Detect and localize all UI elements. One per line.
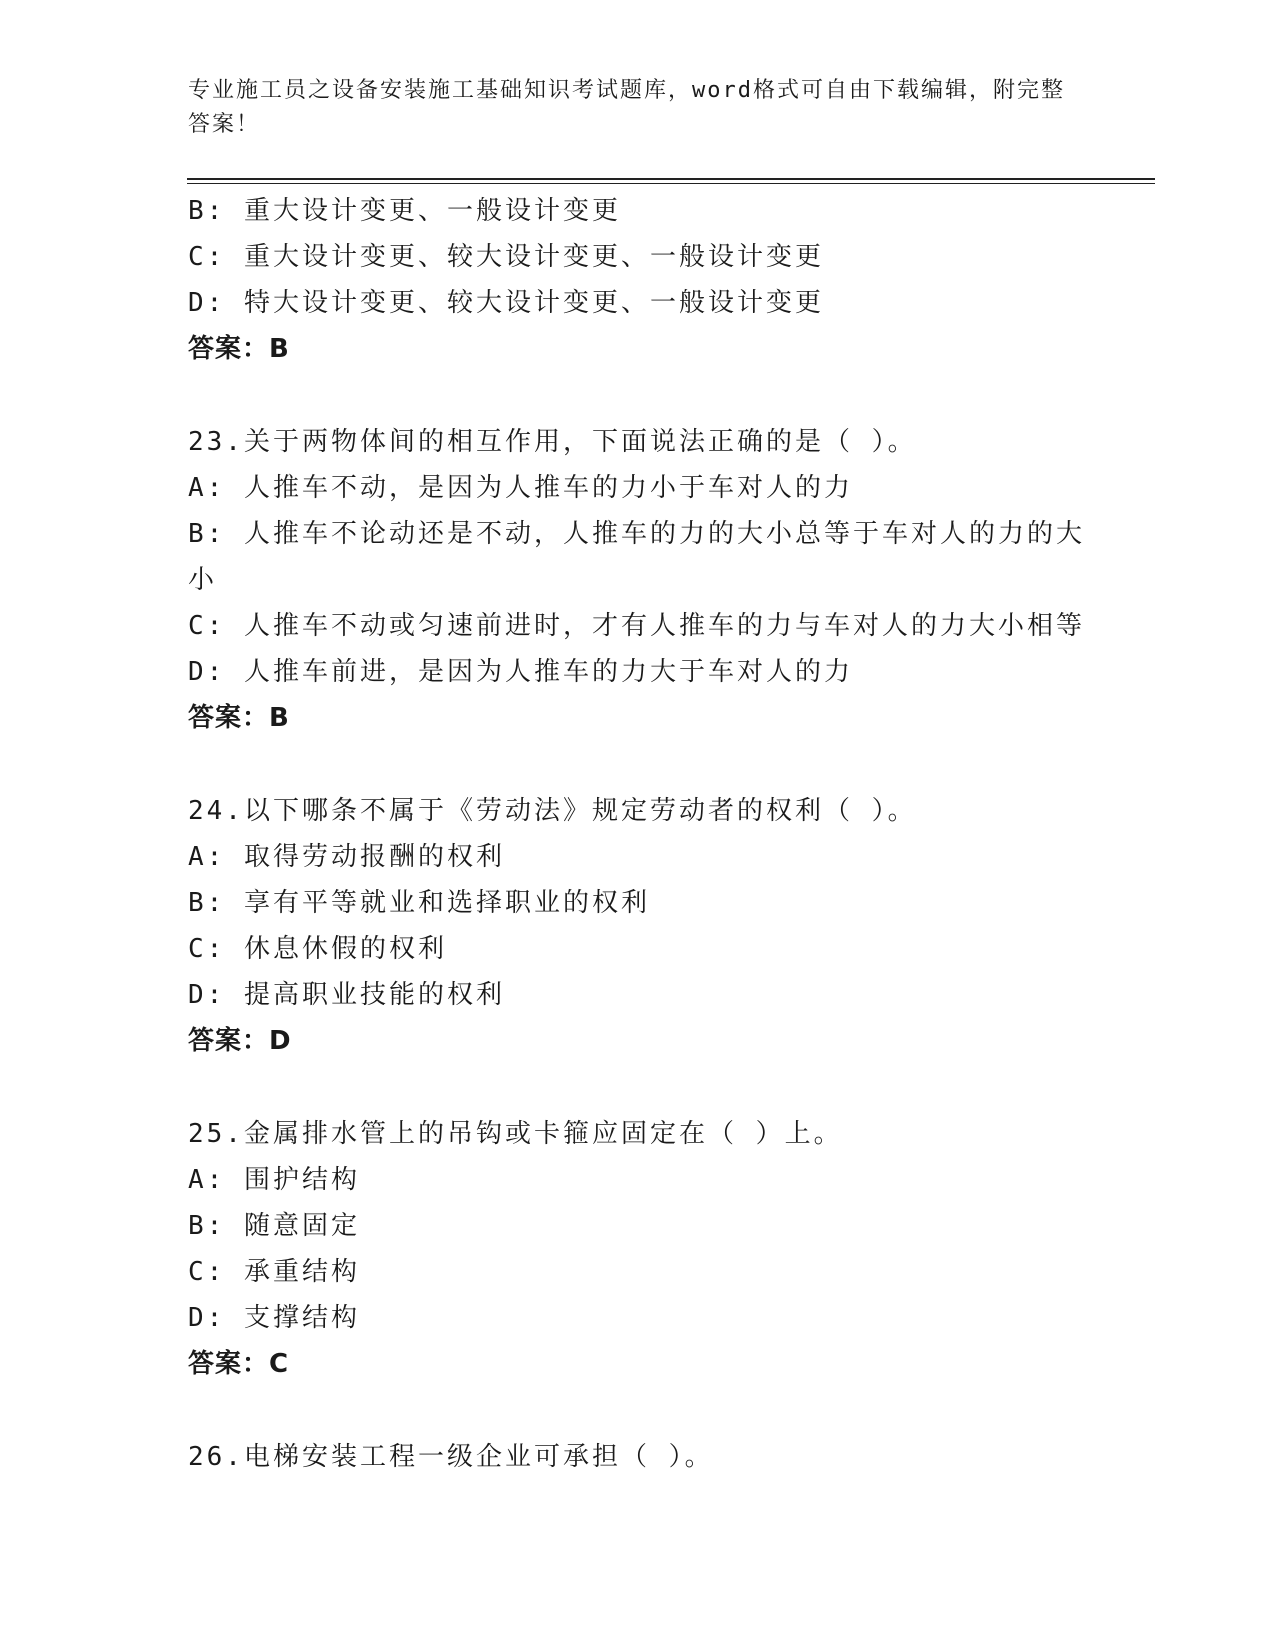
spacer: [188, 1387, 1088, 1434]
q26-question: 26.电梯安装工程一级企业可承担（ ）。: [188, 1442, 714, 1472]
header-rule-thin: [187, 183, 1155, 184]
q22-option-b: B: 重大设计变更、一般设计变更: [188, 196, 621, 226]
spacer: [188, 741, 1088, 788]
header-rule-thick: [187, 178, 1155, 180]
q25-answer: 答案：C: [188, 1349, 290, 1379]
q25-option-c: C: 承重结构: [188, 1257, 360, 1287]
q25-question: 25.金属排水管上的吊钩或卡箍应固定在（ ）上。: [188, 1119, 843, 1149]
q23-question: 23.关于两物体间的相互作用，下面说法正确的是（ ）。: [188, 427, 917, 457]
q24-answer: 答案：D: [188, 1026, 292, 1056]
q22-answer: 答案：B: [188, 334, 290, 364]
q25-option-a: A: 围护结构: [188, 1165, 360, 1195]
q22-option-d: D: 特大设计变更、较大设计变更、一般设计变更: [188, 288, 824, 318]
spacer: [188, 372, 1088, 419]
question-list: [188, 188, 1088, 1480]
q24-option-d: D: 提高职业技能的权利: [188, 980, 505, 1010]
q23-option-b: B: 人推车不论动还是不动，人推车的力的大小总等于车对人的力的大小: [188, 519, 1085, 595]
q24-option-b: B: 享有平等就业和选择职业的权利: [188, 888, 650, 918]
spacer: [188, 1064, 1088, 1111]
q25-option-b: B: 随意固定: [188, 1211, 360, 1241]
q23-option-a: A: 人推车不动，是因为人推车的力小于车对人的力: [188, 473, 853, 503]
q24-option-a: A: 取得劳动报酬的权利: [188, 842, 505, 872]
q22-option-c: C: 重大设计变更、较大设计变更、一般设计变更: [188, 242, 824, 272]
q24-question: 24.以下哪条不属于《劳动法》规定劳动者的权利（ ）。: [188, 796, 917, 826]
q23-answer: 答案：B: [188, 703, 290, 733]
q23-option-d: D: 人推车前进，是因为人推车的力大于车对人的力: [188, 657, 853, 687]
q23-option-c: C: 人推车不动或匀速前进时，才有人推车的力与车对人的力大小相等: [188, 611, 1085, 641]
document-header: [188, 74, 1068, 142]
header-text: 专业施工员之设备安装施工基础知识考试题库，word格式可自由下载编辑，附完整答案！: [188, 78, 1065, 137]
q25-option-d: D: 支撑结构: [188, 1303, 360, 1333]
q24-option-c: C: 休息休假的权利: [188, 934, 447, 964]
